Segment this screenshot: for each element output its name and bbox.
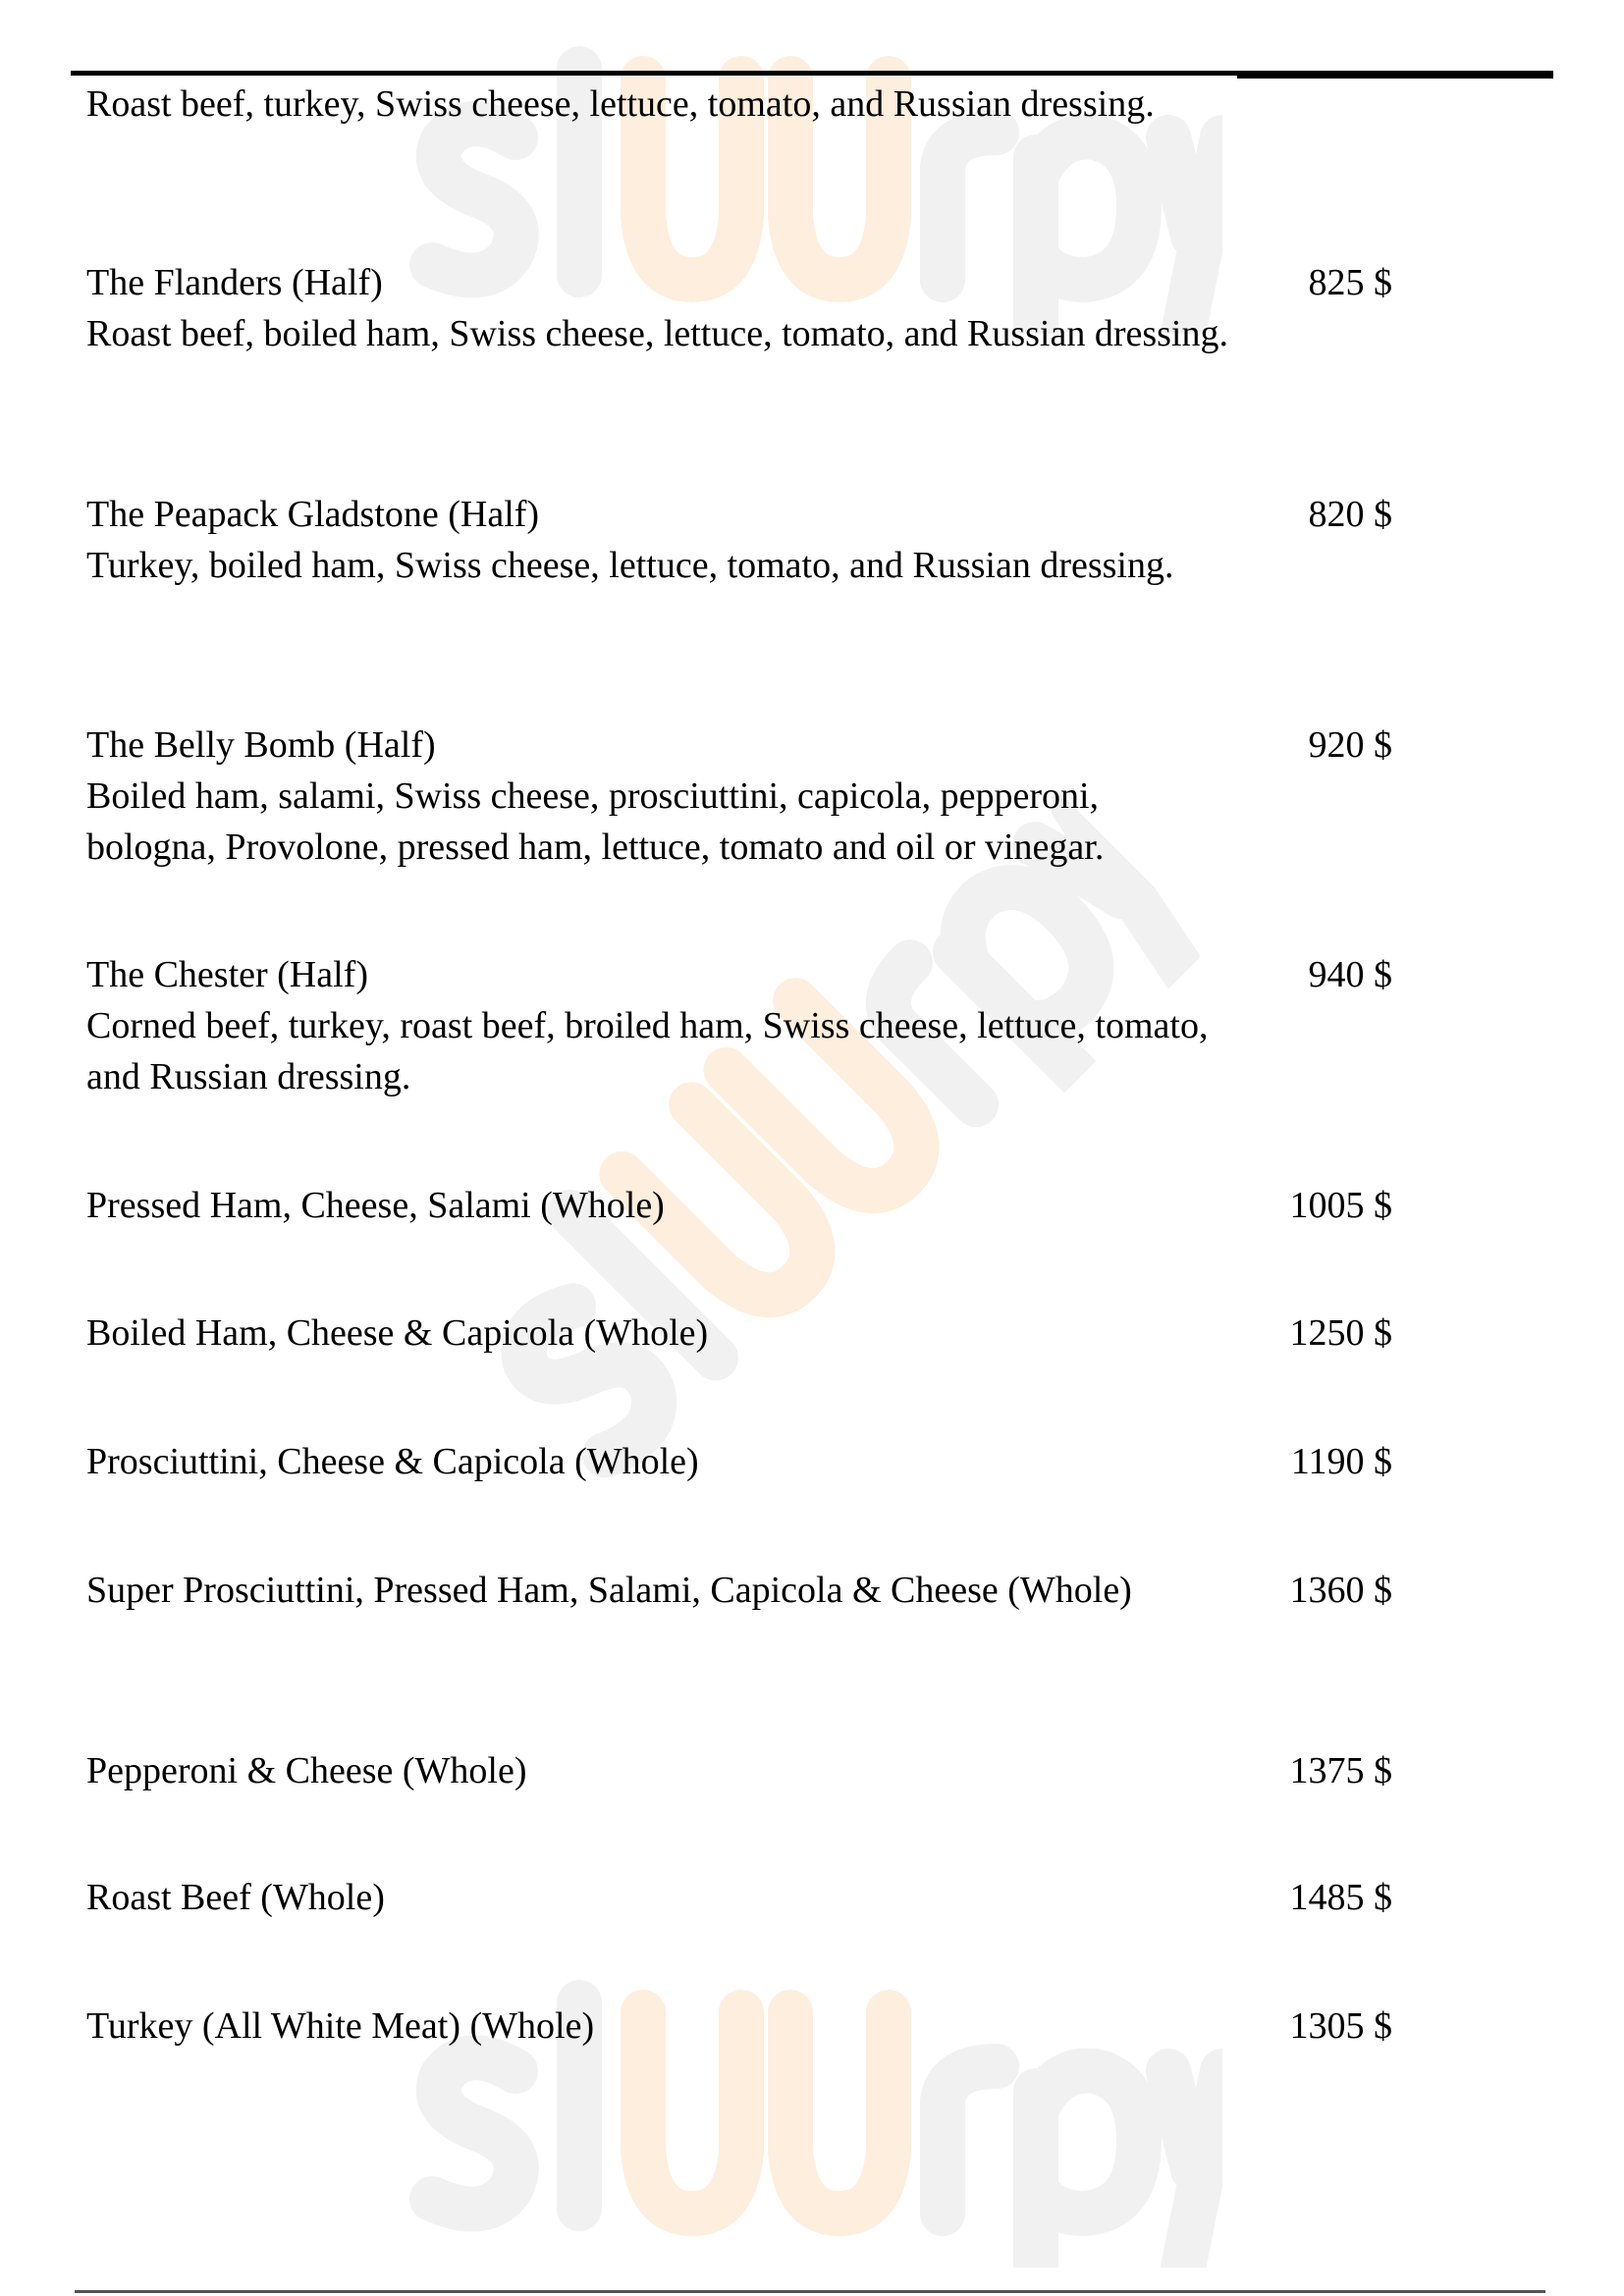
top-rule-thick [1237, 71, 1553, 79]
item-price: 820 $ [1308, 494, 1392, 535]
item-name: Turkey (All White Meat) (Whole) [86, 2005, 595, 2047]
item-price: 1190 $ [1290, 1441, 1392, 1482]
item-price: 1250 $ [1289, 1312, 1392, 1354]
bottom-rule [75, 2290, 1545, 2293]
menu-item [86, 489, 1392, 591]
item-name: Pepperoni & Cheese (Whole) [86, 1750, 527, 1791]
menu-item [86, 2001, 1392, 2052]
item-description: Roast beef, turkey, Swiss cheese, lettuce, tomato, and Russian dressing. [86, 83, 1155, 125]
menu-item [86, 1872, 1392, 1923]
item-description: Roast beef, boiled ham, Swiss cheese, lettuce, tomato, and Russian dressing. [86, 313, 1228, 354]
item-price: 920 $ [1308, 724, 1392, 766]
menu-item [86, 1565, 1392, 1616]
item-name: Roast Beef (Whole) [86, 1877, 385, 1918]
item-price: 1375 $ [1289, 1750, 1392, 1791]
item-price: 1305 $ [1289, 2005, 1392, 2047]
menu-item [86, 720, 1392, 873]
item-description: Boiled ham, salami, Swiss cheese, prosciuttini, capicola, pepperoni, bologna, Provolone, pressed ham, lettuce, tomato and oil or vinegar. [86, 775, 1105, 868]
item-name: The Belly Bomb (Half) [86, 724, 436, 766]
menu-item [86, 1308, 1392, 1359]
item-name: Boiled Ham, Cheese & Capicola (Whole) [86, 1312, 709, 1354]
item-price: 825 $ [1308, 262, 1392, 303]
item-price: 940 $ [1308, 954, 1392, 995]
menu-item [86, 1436, 1392, 1487]
item-description: Turkey, boiled ham, Swiss cheese, lettuce, tomato, and Russian dressing. [86, 545, 1174, 586]
item-price: 1485 $ [1289, 1877, 1392, 1918]
menu-item [86, 1745, 1392, 1796]
item-description: Corned beef, turkey, roast beef, broiled ham, Swiss cheese, lettuce, tomato, and Russian dressing. [86, 1005, 1209, 1097]
item-name: The Peapack Gladstone (Half) [86, 494, 540, 535]
item-name: Prosciuttini, Cheese & Capicola (Whole) [86, 1441, 699, 1482]
menu-item [86, 257, 1392, 359]
item-name: Pressed Ham, Cheese, Salami (Whole) [86, 1185, 665, 1226]
menu-item [86, 1180, 1392, 1231]
menu-item [86, 949, 1392, 1102]
item-name: Super Prosciuttini, Pressed Ham, Salami, Capicola & Cheese (Whole) [86, 1570, 1132, 1611]
item-name: The Flanders (Half) [86, 262, 383, 303]
item-price: 1360 $ [1289, 1570, 1392, 1611]
item-price: 1005 $ [1289, 1185, 1392, 1226]
item-name: The Chester (Half) [86, 954, 368, 995]
menu-item [86, 79, 1392, 130]
